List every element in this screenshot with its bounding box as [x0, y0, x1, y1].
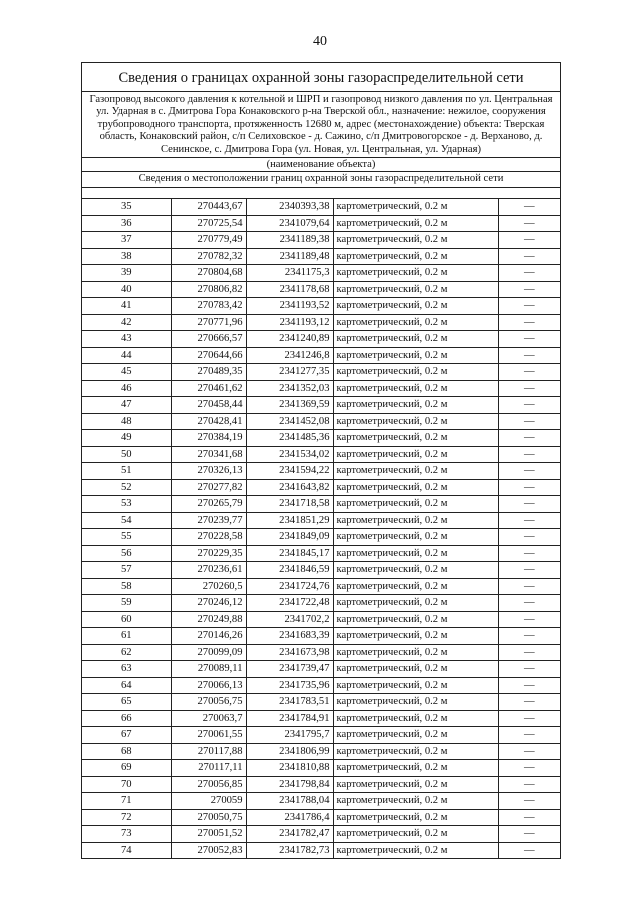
table-row — [82, 611, 560, 628]
method-cell: картометрический, 0.2 м — [333, 710, 498, 727]
y-coordinate-cell: 2341784,91 — [246, 710, 333, 727]
table-row — [82, 298, 560, 315]
method-cell: картометрический, 0.2 м — [333, 611, 498, 628]
y-coordinate-cell: 2341806,99 — [246, 743, 333, 760]
table-row — [82, 710, 560, 727]
y-coordinate-cell: 2341277,35 — [246, 364, 333, 381]
x-coordinate-cell: 270428,41 — [171, 413, 246, 430]
document-title: Сведения о границах охранной зоны газораспределительной сети — [82, 65, 560, 92]
description-cell: — — [498, 298, 560, 315]
table-row — [82, 265, 560, 282]
method-cell: картометрический, 0.2 м — [333, 545, 498, 562]
table-row — [82, 743, 560, 760]
table-row — [82, 446, 560, 463]
point-number-cell: 71 — [82, 793, 171, 810]
point-number-cell: 63 — [82, 661, 171, 678]
description-cell: — — [498, 529, 560, 546]
method-cell: картометрический, 0.2 м — [333, 694, 498, 711]
y-coordinate-cell: 2341246,8 — [246, 347, 333, 364]
method-cell: картометрический, 0.2 м — [333, 364, 498, 381]
point-number-cell: 43 — [82, 331, 171, 348]
table-row — [82, 793, 560, 810]
point-number-cell: 73 — [82, 826, 171, 843]
description-cell: — — [498, 595, 560, 612]
description-cell: — — [498, 496, 560, 513]
x-coordinate-cell: 270056,75 — [171, 694, 246, 711]
x-coordinate-cell: 270489,35 — [171, 364, 246, 381]
y-coordinate-cell: 2341193,12 — [246, 314, 333, 331]
y-coordinate-cell: 2341673,98 — [246, 644, 333, 661]
table-row — [82, 397, 560, 414]
y-coordinate-cell: 2341079,64 — [246, 215, 333, 232]
y-coordinate-cell: 2341594,22 — [246, 463, 333, 480]
y-coordinate-cell: 2341452,08 — [246, 413, 333, 430]
method-cell: картометрический, 0.2 м — [333, 793, 498, 810]
point-number-cell: 41 — [82, 298, 171, 315]
x-coordinate-cell: 270236,61 — [171, 562, 246, 579]
method-cell: картометрический, 0.2 м — [333, 281, 498, 298]
y-coordinate-cell: 2341739,47 — [246, 661, 333, 678]
point-number-cell: 36 — [82, 215, 171, 232]
description-cell: — — [498, 413, 560, 430]
method-cell: картометрический, 0.2 м — [333, 265, 498, 282]
point-number-cell: 54 — [82, 512, 171, 529]
point-number-cell: 53 — [82, 496, 171, 513]
table-row — [82, 430, 560, 447]
x-coordinate-cell: 270644,66 — [171, 347, 246, 364]
y-coordinate-cell: 2341175,3 — [246, 265, 333, 282]
table-row — [82, 842, 560, 858]
method-cell: картометрический, 0.2 м — [333, 809, 498, 826]
description-cell: — — [498, 232, 560, 249]
point-number-cell: 35 — [82, 199, 171, 215]
table-row — [82, 380, 560, 397]
table-row — [82, 529, 560, 546]
description-cell: — — [498, 694, 560, 711]
method-cell: картометрический, 0.2 м — [333, 199, 498, 215]
point-number-cell: 59 — [82, 595, 171, 612]
y-coordinate-cell: 2341193,52 — [246, 298, 333, 315]
x-coordinate-cell: 270260,5 — [171, 578, 246, 595]
method-cell: картометрический, 0.2 м — [333, 479, 498, 496]
description-cell: — — [498, 281, 560, 298]
table-row — [82, 281, 560, 298]
page-number: 40 — [313, 34, 327, 49]
x-coordinate-cell: 270783,42 — [171, 298, 246, 315]
x-coordinate-cell: 270052,83 — [171, 842, 246, 858]
method-cell: картометрический, 0.2 м — [333, 595, 498, 612]
point-number-cell: 65 — [82, 694, 171, 711]
description-cell: — — [498, 512, 560, 529]
method-cell: картометрический, 0.2 м — [333, 661, 498, 678]
section-subheading: Сведения о местоположении границ охранной зоны газораспределительной сети — [82, 172, 560, 188]
method-cell: картометрический, 0.2 м — [333, 380, 498, 397]
y-coordinate-cell: 2341724,76 — [246, 578, 333, 595]
x-coordinate-cell: 270246,12 — [171, 595, 246, 612]
description-cell: — — [498, 364, 560, 381]
x-coordinate-cell: 270056,85 — [171, 776, 246, 793]
boundary-document-frame — [81, 62, 561, 859]
method-cell: картометрический, 0.2 м — [333, 529, 498, 546]
point-number-cell: 69 — [82, 760, 171, 777]
table-row — [82, 694, 560, 711]
table-row — [82, 809, 560, 826]
y-coordinate-cell: 2341845,17 — [246, 545, 333, 562]
point-number-cell: 55 — [82, 529, 171, 546]
x-coordinate-cell: 270326,13 — [171, 463, 246, 480]
x-coordinate-cell: 270249,88 — [171, 611, 246, 628]
table-row — [82, 661, 560, 678]
y-coordinate-cell: 2341718,58 — [246, 496, 333, 513]
x-coordinate-cell: 270277,82 — [171, 479, 246, 496]
table-row — [82, 364, 560, 381]
x-coordinate-cell: 270779,49 — [171, 232, 246, 249]
method-cell: картометрический, 0.2 м — [333, 743, 498, 760]
method-cell: картометрический, 0.2 м — [333, 331, 498, 348]
x-coordinate-cell: 270051,52 — [171, 826, 246, 843]
description-cell: — — [498, 644, 560, 661]
x-coordinate-cell: 270063,7 — [171, 710, 246, 727]
x-coordinate-cell: 270117,88 — [171, 743, 246, 760]
point-number-cell: 64 — [82, 677, 171, 694]
y-coordinate-cell: 2341352,03 — [246, 380, 333, 397]
point-number-cell: 38 — [82, 248, 171, 265]
table-row — [82, 545, 560, 562]
method-cell: картометрический, 0.2 м — [333, 644, 498, 661]
y-coordinate-cell: 2341786,4 — [246, 809, 333, 826]
y-coordinate-cell: 2341189,38 — [246, 232, 333, 249]
point-number-cell: 57 — [82, 562, 171, 579]
method-cell: картометрический, 0.2 м — [333, 562, 498, 579]
table-row — [82, 628, 560, 645]
method-cell: картометрический, 0.2 м — [333, 446, 498, 463]
description-cell: — — [498, 743, 560, 760]
x-coordinate-cell: 270239,77 — [171, 512, 246, 529]
description-cell: — — [498, 776, 560, 793]
method-cell: картометрический, 0.2 м — [333, 430, 498, 447]
x-coordinate-cell: 270443,67 — [171, 199, 246, 215]
object-name-caption: (наименование объекта) — [82, 158, 560, 172]
x-coordinate-cell: 270458,44 — [171, 397, 246, 414]
method-cell: картометрический, 0.2 м — [333, 727, 498, 744]
method-cell: картометрический, 0.2 м — [333, 842, 498, 858]
table-row — [82, 463, 560, 480]
table-row — [82, 314, 560, 331]
method-cell: картометрический, 0.2 м — [333, 347, 498, 364]
point-number-cell: 49 — [82, 430, 171, 447]
table-row — [82, 413, 560, 430]
point-number-cell: 37 — [82, 232, 171, 249]
x-coordinate-cell: 270265,79 — [171, 496, 246, 513]
point-number-cell: 66 — [82, 710, 171, 727]
point-number-cell: 45 — [82, 364, 171, 381]
description-cell: — — [498, 397, 560, 414]
coordinates-table — [82, 199, 560, 858]
point-number-cell: 58 — [82, 578, 171, 595]
y-coordinate-cell: 2341683,39 — [246, 628, 333, 645]
table-row — [82, 760, 560, 777]
table-row — [82, 677, 560, 694]
table-row — [82, 512, 560, 529]
y-coordinate-cell: 2341810,88 — [246, 760, 333, 777]
method-cell: картометрический, 0.2 м — [333, 232, 498, 249]
header-spacer — [82, 188, 560, 199]
object-description: Газопровод высокого давления к котельной и ШРП и газопровод низкого давления по ул. Центральная ул. Ударная в с. Дмитрова Гора Конаковского р-на Тверской обл., назначение: нежилое, сооружения трубопроводного транспорта, протяженность 12680 м, адрес (местонахождение) объекта: Тверская область, Конаковский район, с/п Селиховское - д. Сажино, с/п Дмитровогорское - д. Верханово, д. Сенинское, с. Дмитрова Гора (ул. Новая, ул. Центральная, ул. Ударная) — [82, 92, 560, 158]
method-cell: картометрический, 0.2 м — [333, 578, 498, 595]
y-coordinate-cell: 2341702,2 — [246, 611, 333, 628]
point-number-cell: 46 — [82, 380, 171, 397]
description-cell: — — [498, 826, 560, 843]
method-cell: картометрический, 0.2 м — [333, 215, 498, 232]
point-number-cell: 52 — [82, 479, 171, 496]
point-number-cell: 60 — [82, 611, 171, 628]
method-cell: картометрический, 0.2 м — [333, 677, 498, 694]
description-cell: — — [498, 314, 560, 331]
y-coordinate-cell: 2341534,02 — [246, 446, 333, 463]
point-number-cell: 74 — [120, 844, 132, 856]
table-row — [82, 826, 560, 843]
method-cell: картометрический, 0.2 м — [333, 397, 498, 414]
point-number-cell: 56 — [82, 545, 171, 562]
y-coordinate-cell: 2340393,38 — [246, 199, 333, 215]
x-coordinate-cell: 270725,54 — [171, 215, 246, 232]
y-coordinate-cell: 2341643,82 — [246, 479, 333, 496]
x-coordinate-cell: 270228,58 — [171, 529, 246, 546]
method-cell: картометрический, 0.2 м — [333, 496, 498, 513]
point-number-cell: 39 — [82, 265, 171, 282]
x-coordinate-cell: 270099,09 — [171, 644, 246, 661]
y-coordinate-cell: 2341783,51 — [246, 694, 333, 711]
y-coordinate-cell: 2341846,59 — [246, 562, 333, 579]
point-number-cell: 68 — [82, 743, 171, 760]
description-cell: — — [498, 199, 560, 215]
x-coordinate-cell: 270050,75 — [171, 809, 246, 826]
x-coordinate-cell: 270771,96 — [171, 314, 246, 331]
description-cell: — — [498, 380, 560, 397]
description-cell: — — [498, 265, 560, 282]
point-number-cell: 42 — [82, 314, 171, 331]
y-coordinate-cell: 2341178,68 — [246, 281, 333, 298]
description-cell: — — [498, 727, 560, 744]
description-cell: — — [498, 809, 560, 826]
x-coordinate-cell: 270384,19 — [171, 430, 246, 447]
point-number-cell: 40 — [82, 281, 171, 298]
point-number-cell: 47 — [82, 397, 171, 414]
method-cell: картометрический, 0.2 м — [333, 512, 498, 529]
table-row — [82, 578, 560, 595]
description-cell: — — [498, 628, 560, 645]
coordinates-table-body — [82, 199, 560, 858]
method-cell: картометрический, 0.2 м — [333, 298, 498, 315]
table-row — [82, 776, 560, 793]
table-row — [82, 347, 560, 364]
y-coordinate-cell: 2341782,73 — [246, 842, 333, 858]
method-cell: картометрический, 0.2 м — [333, 760, 498, 777]
x-coordinate-cell: 270341,68 — [171, 446, 246, 463]
method-cell: картометрический, 0.2 м — [333, 463, 498, 480]
table-row — [82, 232, 560, 249]
point-number-cell: 62 — [82, 644, 171, 661]
y-coordinate-cell: 2341735,96 — [246, 677, 333, 694]
description-cell: — — [498, 677, 560, 694]
description-cell: — — [498, 446, 560, 463]
point-number-cell: 51 — [82, 463, 171, 480]
description-cell: — — [498, 842, 560, 858]
description-cell: — — [498, 710, 560, 727]
description-cell: — — [498, 545, 560, 562]
table-row — [82, 479, 560, 496]
description-cell: — — [498, 793, 560, 810]
y-coordinate-cell: 2341485,36 — [246, 430, 333, 447]
x-coordinate-cell: 270666,57 — [171, 331, 246, 348]
y-coordinate-cell: 2341849,09 — [246, 529, 333, 546]
y-coordinate-cell: 2341240,89 — [246, 331, 333, 348]
x-coordinate-cell: 270066,13 — [171, 677, 246, 694]
table-row — [82, 215, 560, 232]
method-cell: картометрический, 0.2 м — [333, 413, 498, 430]
x-coordinate-cell: 270782,32 — [171, 248, 246, 265]
point-number-cell: 70 — [82, 776, 171, 793]
y-coordinate-cell: 2341369,59 — [246, 397, 333, 414]
point-number-cell: 72 — [82, 809, 171, 826]
y-coordinate-cell: 2341782,47 — [246, 826, 333, 843]
point-number-cell: 61 — [82, 628, 171, 645]
method-cell: картометрический, 0.2 м — [333, 776, 498, 793]
method-cell: картометрический, 0.2 м — [333, 628, 498, 645]
y-coordinate-cell: 2341788,04 — [246, 793, 333, 810]
x-coordinate-cell: 270806,82 — [171, 281, 246, 298]
x-coordinate-cell: 270117,11 — [171, 760, 246, 777]
x-coordinate-cell: 270059 — [171, 793, 246, 810]
y-coordinate-cell: 2341795,7 — [246, 727, 333, 744]
description-cell: — — [498, 562, 560, 579]
description-cell: — — [498, 331, 560, 348]
table-row — [82, 331, 560, 348]
x-coordinate-cell: 270146,26 — [171, 628, 246, 645]
y-coordinate-cell: 2341851,29 — [246, 512, 333, 529]
table-row — [82, 644, 560, 661]
point-number-cell: 48 — [82, 413, 171, 430]
x-coordinate-cell: 270061,55 — [171, 727, 246, 744]
y-coordinate-cell: 2341722,48 — [246, 595, 333, 612]
table-row — [82, 496, 560, 513]
point-number-cell: 67 — [82, 727, 171, 744]
description-cell: — — [498, 430, 560, 447]
table-row — [82, 248, 560, 265]
description-cell: — — [498, 248, 560, 265]
table-row — [82, 562, 560, 579]
x-coordinate-cell: 270804,68 — [171, 265, 246, 282]
method-cell: картометрический, 0.2 м — [333, 826, 498, 843]
method-cell: картометрический, 0.2 м — [333, 314, 498, 331]
description-cell: — — [498, 611, 560, 628]
table-row — [82, 595, 560, 612]
x-coordinate-cell: 270229,35 — [171, 545, 246, 562]
method-cell: картометрический, 0.2 м — [333, 248, 498, 265]
description-cell: — — [498, 760, 560, 777]
point-number-cell: 44 — [82, 347, 171, 364]
y-coordinate-cell: 2341798,84 — [246, 776, 333, 793]
description-cell: — — [498, 578, 560, 595]
description-cell: — — [498, 479, 560, 496]
table-row — [82, 727, 560, 744]
description-cell: — — [498, 463, 560, 480]
description-cell: — — [498, 347, 560, 364]
table-row — [82, 199, 560, 215]
point-number-cell: 50 — [82, 446, 171, 463]
description-cell: — — [498, 215, 560, 232]
x-coordinate-cell: 270089,11 — [171, 661, 246, 678]
description-cell: — — [498, 661, 560, 678]
x-coordinate-cell: 270461,62 — [171, 380, 246, 397]
y-coordinate-cell: 2341189,48 — [246, 248, 333, 265]
